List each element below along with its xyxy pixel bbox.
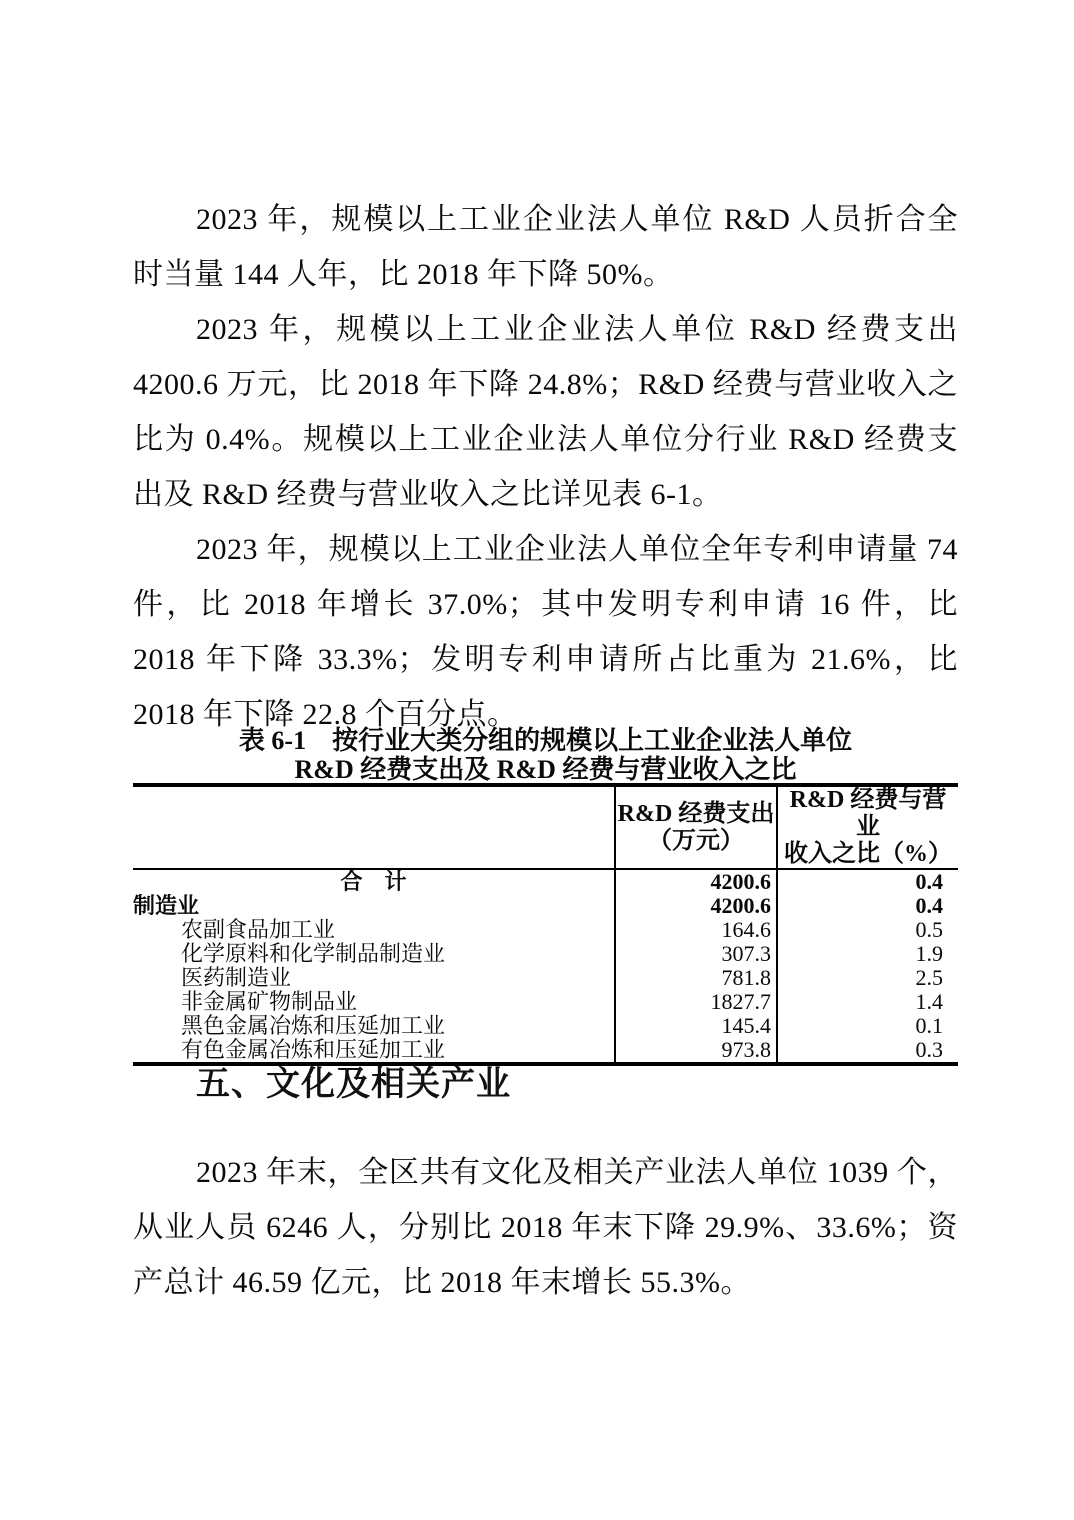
expenditure-cell: 307.3	[615, 942, 777, 966]
expenditure-cell: 145.4	[615, 1014, 777, 1038]
section-heading-culture-industry: 五、文化及相关产业	[196, 1064, 511, 1104]
table-title-line1: 表 6-1 按行业大类分组的规模以上工业企业法人单位	[238, 726, 853, 755]
ratio-cell: 0.3	[777, 1038, 958, 1064]
industry-cell: 化学原料和化学制品制造业	[181, 942, 446, 966]
table-6-1	[133, 783, 958, 1066]
header-rd-ratio: R&D 经费与营业 收入之比（%）	[777, 785, 958, 869]
industry-cell: 合 计	[340, 869, 407, 894]
paragraph-culture-industry: 2023 年末，全区共有文化及相关产业法人单位 1039 个，从业人员 6246 人，分别比 2018 年末下降 29.9%、33.6%；资产总计 46.59 亿元，比 2018 年末增长 55.3%。	[133, 1156, 958, 1299]
paragraph-rd-personnel: 2023 年，规模以上工业企业法人单位 R&D 人员折合全时当量 144 人年，比 2018 年下降 50%。	[133, 203, 958, 291]
table-title-line2: R&D 经费支出及 R&D 经费与营业收入之比	[294, 755, 797, 784]
page-content	[133, 0, 958, 1520]
paragraph-patents: 2023 年，规模以上工业企业法人单位全年专利申请量 74 件，比 2018 年增长 37.0%；其中发明专利申请 16 件，比 2018 年下降 33.3%；发明专利申请所占比重为 21.6%，比 2018 年下降 22.8 个百分点。	[133, 533, 958, 731]
header-rd-expenditure: R&D 经费支出 （万元）	[615, 785, 777, 869]
table-row	[133, 918, 958, 942]
table-row	[133, 869, 958, 894]
expenditure-cell: 1827.7	[615, 990, 777, 1014]
table-row	[133, 990, 958, 1014]
industry-cell: 有色金属冶炼和压延加工业	[181, 1038, 446, 1062]
industry-cell: 制造业	[133, 894, 200, 918]
table-title	[133, 726, 958, 784]
industry-cell: 非金属矿物制品业	[181, 990, 358, 1014]
table-row	[133, 1014, 958, 1038]
header-industry-empty	[133, 785, 615, 869]
ratio-cell: 0.1	[777, 1014, 958, 1038]
expenditure-cell: 4200.6	[615, 894, 777, 918]
ratio-cell: 0.4	[777, 894, 958, 918]
ratio-cell: 1.4	[777, 990, 958, 1014]
ratio-cell: 1.9	[777, 942, 958, 966]
industry-cell: 农副食品加工业	[181, 918, 336, 942]
industry-cell: 黑色金属冶炼和压延加工业	[181, 1014, 446, 1038]
industry-cell: 医药制造业	[181, 966, 292, 990]
paragraph-rd-expenditure: 2023 年，规模以上工业企业法人单位 R&D 经费支出 4200.6 万元，比 2018 年下降 24.8%；R&D 经费与营业收入之比为 0.4%。规模以上工业企业法人单位分行业 R&D 经费支出及 R&D 经费与营业收入之比详见表 6-1。	[133, 313, 958, 511]
ratio-cell: 0.5	[777, 918, 958, 942]
expenditure-cell: 164.6	[615, 918, 777, 942]
table-row	[133, 942, 958, 966]
expenditure-cell: 4200.6	[615, 869, 777, 894]
table-row	[133, 966, 958, 990]
expenditure-cell: 781.8	[615, 966, 777, 990]
table-header-row	[133, 785, 958, 869]
ratio-cell: 2.5	[777, 966, 958, 990]
table-row	[133, 894, 958, 918]
expenditure-cell: 973.8	[615, 1038, 777, 1064]
ratio-cell: 0.4	[777, 869, 958, 894]
